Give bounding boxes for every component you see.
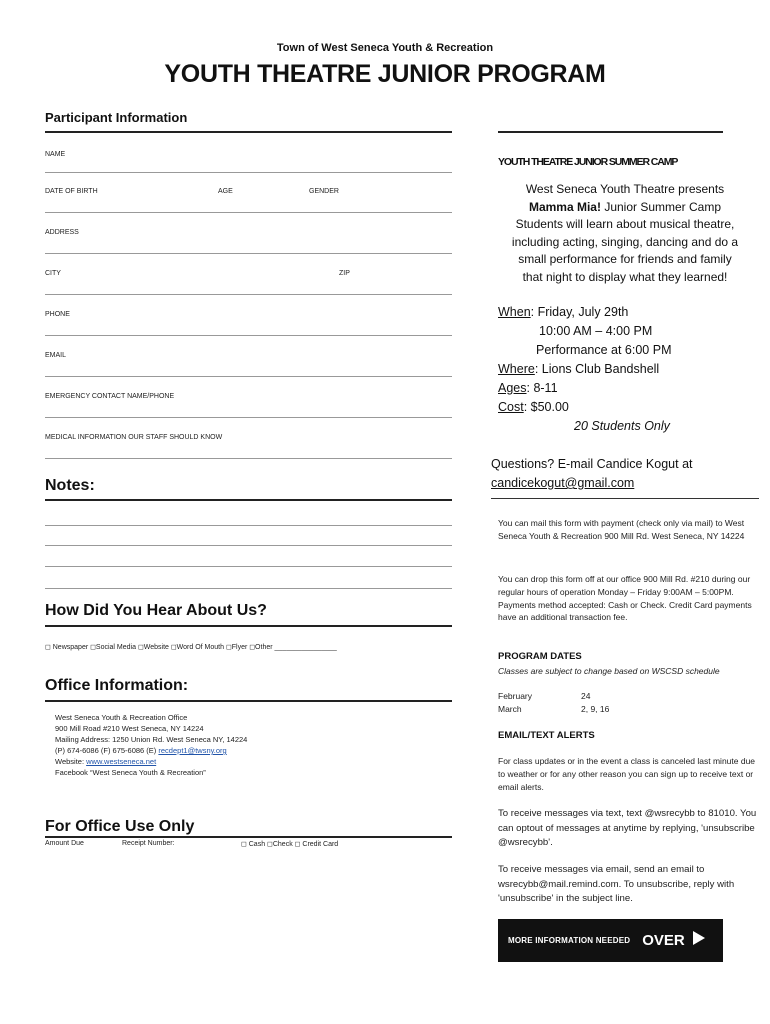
phone-label: PHONE [45, 311, 70, 318]
participant-heading-rule [45, 131, 452, 133]
camp-intro-line: small performance for friends and family [518, 252, 732, 266]
time-line: 10:00 AM – 4:00 PM [539, 324, 653, 338]
questions-rule [491, 498, 759, 499]
city-label: CITY [45, 270, 61, 277]
office-phone-line [55, 745, 247, 756]
participant-heading: Participant Information [45, 110, 188, 125]
email-label: EMAIL [45, 352, 67, 359]
camp-heading: YOUTH THEATRE JUNIOR SUMMER CAMP [498, 156, 678, 168]
emergency-field[interactable] [45, 417, 452, 418]
gender-label: GENDER [309, 188, 339, 195]
hear-heading: How Did You Hear About Us? [45, 602, 267, 619]
camp-intro-line: including acting, singing, dancing and do a [511, 234, 739, 249]
office-line: West Seneca Youth & Recreation Office [55, 713, 188, 722]
office-heading-rule [45, 700, 452, 702]
more-info-over-button[interactable] [498, 919, 723, 962]
emergency-label: EMERGENCY CONTACT NAME/PHONE [45, 393, 175, 400]
cost-line [498, 398, 569, 417]
ages-line [498, 379, 558, 398]
where-value: : Lions Club Bandshell [534, 362, 660, 376]
questions-line: Questions? E-mail Candice Kogut at [491, 457, 693, 471]
payment-options[interactable]: ◻ Cash ◻Check ◻ Credit Card [241, 841, 339, 848]
hear-options[interactable]: ◻ Newspaper ◻Social Media ◻Website ◻Word Of Mouth ◻Flyer ◻Other ________________ [45, 644, 337, 651]
address-label: ADDRESS [45, 229, 79, 236]
camp-intro-line: West Seneca Youth Theatre presents [525, 182, 725, 196]
city-field[interactable] [45, 294, 452, 295]
show-title: Mamma Mia! [528, 199, 601, 214]
where-label: Where [498, 362, 535, 376]
mail-info: You can mail this form with payment (check only via mail) to West Seneca Youth & Recreation 900 Mill Rd. West Seneca, NY 14224 [498, 518, 745, 541]
notes-line[interactable] [45, 525, 452, 526]
office-line: 900 Mill Road #210 West Seneca, NY 14224 [55, 724, 204, 733]
email-field[interactable] [45, 376, 452, 377]
medical-label: MEDICAL INFORMATION OUR STAFF SHOULD KNOW [45, 434, 223, 441]
notes-line[interactable] [45, 588, 452, 589]
address-field[interactable] [45, 253, 452, 254]
camp-intro-line: that night to display what they learned! [522, 269, 728, 284]
notes-heading-rule [45, 499, 452, 501]
program-dates-note: Classes are subject to change based on WSCSD schedule [498, 666, 720, 676]
ages-label: Ages [498, 381, 527, 395]
camp-intro-line [491, 199, 759, 217]
where-line [498, 360, 659, 379]
date-row-month: February [498, 691, 533, 701]
receipt-number-label: Receipt Number: [122, 840, 175, 847]
contact-email-link[interactable]: candicekogut@gmail.com [491, 476, 635, 490]
phone-field[interactable] [45, 335, 452, 336]
when-value: : Friday, July 29th [530, 305, 629, 319]
date-row-days: 24 [581, 691, 591, 701]
cost-value: : $50.00 [523, 400, 569, 414]
camp-top-rule [498, 131, 723, 133]
date-row-month: March [498, 704, 522, 714]
zip-label: ZIP [339, 270, 350, 277]
age-label: AGE [218, 188, 233, 195]
page-title: YOUTH THEATRE JUNIOR PROGRAM [164, 60, 606, 88]
hear-heading-rule [45, 625, 452, 627]
more-info-text: MORE INFORMATION NEEDED [508, 936, 631, 945]
name-field[interactable] [45, 172, 452, 173]
office-website-label: Website: [55, 757, 87, 766]
dob-field[interactable] [45, 212, 452, 213]
ages-value: : 8-11 [526, 381, 558, 395]
office-use-heading: For Office Use Only [45, 818, 195, 835]
notes-line[interactable] [45, 566, 452, 567]
dropoff-info: You can drop this form off at our office 900 Mill Rd. #210 during our regular hours of operation Monday – Friday 9:00AM – 5:00PM. Payments method accepted: Cash or Check. Credit Card payments have an additional transaction fee. [498, 574, 752, 623]
performance-line: Performance at 6:00 PM [536, 343, 672, 357]
date-row-days: 2, 9, 16 [581, 704, 610, 714]
camp-intro [491, 181, 759, 286]
cost-label: Cost [498, 400, 524, 414]
medical-field[interactable] [45, 458, 452, 459]
office-line: Mailing Address: 1250 Union Rd. West Seneca NY, 14224 [55, 735, 248, 744]
office-website-line [55, 756, 247, 767]
camp-intro-line: Students will learn about musical theatre, [515, 217, 735, 231]
office-website-link[interactable]: www.westseneca.net [86, 757, 157, 766]
office-use-heading-rule [45, 836, 452, 838]
alerts-intro: For class updates or in the event a class is canceled last minute due to weather or for any other reason you can sign up to receive text or email alerts. [498, 756, 756, 792]
alerts-heading: EMAIL/TEXT ALERTS [498, 730, 595, 741]
header-subtitle: Town of West Seneca Youth & Recreation [276, 42, 494, 54]
camp-intro-rest: Junior Summer Camp [600, 199, 722, 214]
dob-label: DATE OF BIRTH [45, 188, 98, 195]
notes-line[interactable] [45, 545, 452, 546]
program-dates-heading: PROGRAM DATES [498, 651, 582, 662]
when-label: When [498, 305, 531, 319]
amount-due-label: Amount Due [45, 840, 84, 847]
name-label: NAME [45, 151, 66, 158]
office-details [55, 712, 247, 778]
office-heading: Office Information: [45, 677, 189, 694]
office-phone: (P) 674-6086 (F) 675-6086 (E) [55, 746, 159, 755]
when-line [498, 303, 628, 322]
notes-heading: Notes: [45, 477, 95, 494]
play-arrow-icon [693, 931, 705, 950]
alerts-email: To receive messages via email, send an email to wsrecybb@mail.remind.com. To unsubscribe, reply with 'unsubscribe' in the subject line. [498, 864, 735, 904]
office-email-link[interactable]: recdept1@twsny.org [158, 746, 227, 755]
alerts-text: To receive messages via text, text @wsrecybb to 81010. You can optout of messages at anytime by replying, 'unsubscribe @wsrecybb'. [498, 808, 757, 848]
limit-line: 20 Students Only [574, 419, 670, 433]
over-text: OVER [642, 932, 685, 949]
office-facebook: Facebook “West Seneca Youth & Recreation” [55, 768, 206, 777]
